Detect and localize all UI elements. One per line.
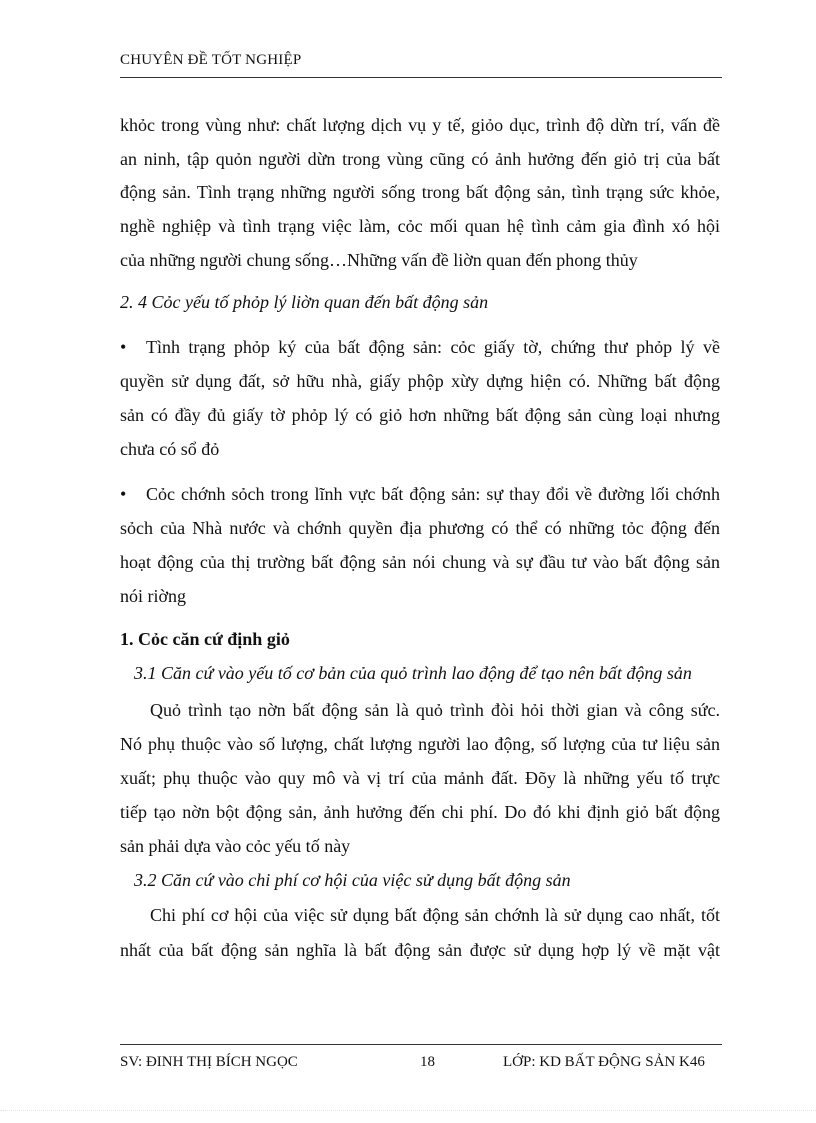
bullet-item-line: • Cỏc chớnh sỏch trong lĩnh vực bất động sản: sự thay đổi về đường lối chớnh	[120, 484, 720, 504]
bullet-item-line: • Tình trạng phỏp ký của bất động sản: cỏc giấy tờ, chứng thư phỏp lý về	[120, 337, 720, 357]
section-heading-2-4: 2. 4 Cỏc yếu tố phỏp lý liờn quan đến bất động sản	[120, 292, 489, 312]
bullet-icon: •	[120, 484, 127, 504]
paragraph-line: Nó phụ thuộc vào số lượng, chất lượng người lao động, số lượng của tư liệu sản	[120, 734, 720, 754]
paragraph-line: tiếp tạo nờn bột động sản, ảnh hưởng đến chi phí. Do đó khi định giỏ bất động	[120, 802, 720, 822]
paragraph-line: nghề nghiệp và tình trạng việc làm, cỏc mối quan hệ tình cảm gia đình xó hội	[120, 216, 720, 236]
page-header-title: CHUYÊN ĐỀ TỐT NGHIỆP	[120, 52, 302, 68]
section-heading-1: 1. Cỏc căn cứ định giỏ	[120, 629, 290, 649]
paragraph-line: động sản. Tình trạng những người sống trong bất động sản, tình trạng sức khỏe,	[120, 182, 720, 202]
page-bottom-edge	[0, 1110, 816, 1111]
paragraph-line: an ninh, tập quỏn người dừn trong vùng cũng có ảnh hưởng đến giỏ trị của bất	[120, 149, 720, 169]
subsection-heading-3-1: 3.1 Căn cứ vào yếu tố cơ bản của quỏ trình lao động để tạo nên bất động sản	[134, 663, 692, 683]
bullet-item-line: hoạt động của thị trường bất động sản nói chung và sự đầu tư vào bất động sản	[120, 552, 720, 572]
paragraph-line: của những người chung sống…Những vấn đề liờn quan đến phong thủy	[120, 250, 638, 270]
bullet-item-line: quyền sử dụng đất, sở hữu nhà, giấy phộp xừy dựng hiện có. Những bất động	[120, 371, 720, 391]
footer-divider	[120, 1044, 722, 1045]
footer-class-name: LỚP: KD BẤT ĐỘNG SẢN K46	[503, 1054, 705, 1070]
bullet-item-line: sản có đầy đủ giấy tờ phỏp lý có giỏ hơn những bất động sản cùng loại nhưng	[120, 405, 720, 425]
paragraph-line: sản phải dựa vào cỏc yếu tố này	[120, 836, 351, 856]
bullet-item-line: chưa có sổ đỏ	[120, 439, 220, 459]
header-divider	[120, 77, 722, 78]
subsection-heading-3-2: 3.2 Căn cứ vào chi phí cơ hội của việc sử dụng bất động sản	[134, 870, 571, 890]
bullet-item-line: nói riờng	[120, 586, 187, 606]
bullet-item-line: sỏch của Nhà nước và chớnh quyền địa phương có thể có những tỏc động đến	[120, 518, 720, 538]
paragraph-line: Chi phí cơ hội của việc sử dụng bất động sản chớnh là sử dụng cao nhất, tốt	[150, 905, 720, 925]
bullet-icon: •	[120, 337, 127, 357]
footer-page-number: 18	[420, 1054, 435, 1070]
paragraph-line: nhất của bất động sản nghĩa là bất động sản được sử dụng hợp lý về mặt vật	[120, 940, 720, 960]
paragraph-line: Quỏ trình tạo nờn bất động sản là quỏ trình đòi hỏi thời gian và công sức.	[150, 700, 720, 720]
footer-student-name: SV: ĐINH THỊ BÍCH NGỌC	[120, 1054, 298, 1070]
paragraph-line: khỏc trong vùng như: chất lượng dịch vụ y tế, giỏo dục, trình độ dừn trí, vấn đề	[120, 115, 720, 135]
paragraph-line: xuất; phụ thuộc vào quy mô và vị trí của mảnh đất. Đõy là những yếu tố trực	[120, 768, 720, 788]
